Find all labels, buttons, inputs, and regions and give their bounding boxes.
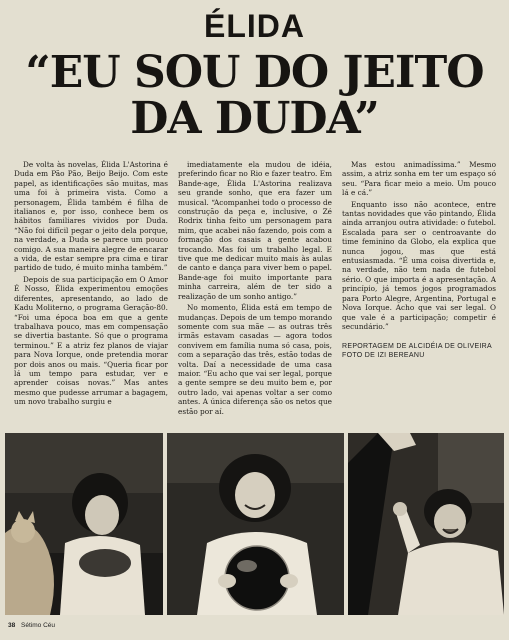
paragraph: Enquanto isso não acontece, entre tantas novidades que vão pintando, Élida ainda arranjou outra atividade: o futebol. Escalada para ser o centroavante do time feminino da Globo, ela explica que nunca jogou, mas que está entusiasmada. “É uma coisa divertida e, na verdade, não tem nada de futebol sério. O que importa é a apresentação. A princípio, já temos jogos programados para Porto Alegre, Argentina, Portugal e Nova Iorque. Acho que vai ser legal. O que vale é a participação; competir é secundário.” xyxy=(342,199,496,331)
photo-cat-and-woman xyxy=(5,433,163,615)
article-column-1 xyxy=(14,160,168,460)
paragraph: Mas estou animadíssima.” Mesmo assim, a atriz sonha em ter um espaço só seu. “Para ficar meio a meio. Um pouco lá e cá.” xyxy=(342,160,496,198)
credit-line-photo: FOTO DE IZI BEREANU xyxy=(342,351,425,359)
photo-credit xyxy=(342,343,496,360)
page-footer xyxy=(8,622,55,629)
headline xyxy=(0,47,509,144)
article-column-3 xyxy=(342,160,496,460)
photo-illustration xyxy=(5,433,163,615)
photo-illustration xyxy=(167,433,344,615)
photo-illustration xyxy=(348,433,504,615)
article-body xyxy=(14,160,496,460)
paragraph: De volta às novelas, Élida L'Astorina é Duda em Pão Pão, Beijo Beijo. Com este papel, as identificações são muitas, mas uma foi à primeira vista. Como a personagem, Élida também é filha de italianos e, por isso, conhece bem os hábitos familiares vividos por Duda. “Não foi difícil pegar o jeito dela porque, na verdade, a Duda se parece um pouco comigo. A sua maneira alegre de encarar a vida, de estar sempre pra cima e tirar partido de tudo, é muito minha também.” xyxy=(14,160,168,273)
page-number: 38 xyxy=(8,622,16,629)
headline-line-1: “EU SOU DO JEITO xyxy=(25,47,484,98)
paragraph: No momento, Élida está em tempo de mudanças. Depois de um tempo morando somente com sua mãe — as outras três irmãs estavam casadas — agora todos convivem em família numa só casa, pois, com a separação das três, estão todas de volta. Daí a necessidade de uma casa maior. “Eu acho que vai ser legal, porque a gente sempre se deu muito bem e, por outro lado, vai apenas voltar a ser como antes. A única diferença são os netos que estão por aí. xyxy=(178,303,332,416)
photo-strip xyxy=(5,433,504,615)
kicker-name: ÉLIDA xyxy=(204,8,305,44)
headline-line-2: DA DUDA” xyxy=(130,93,379,144)
article-column-2 xyxy=(178,160,332,460)
photo-woman-kicking xyxy=(348,433,504,615)
credit-line-reporter: REPORTAGEM DE ALCIDÉIA DE OLIVEIRA xyxy=(342,343,492,351)
publication-name: Sétimo Céu xyxy=(21,622,56,629)
paragraph: Depois de sua participação em O Amor É Nosso, Élida experimentou emoções diferentes, apresentando, ao lado de Kadu Moliterno, o programa Geração-80. “Foi uma época boa em que a gente trabalhava pouco, mas em compensação se divertia bastante. Só que o programa terminou.” E a atriz fez planos de viajar para Nova Iorque, onde pretendia morar por dois anos ou mais. “Queria ficar por lá um tempo para estudar, ver e aprender coisas novas.” Mas antes mesmo que pudesse arrumar a bagagem, um novo trabalho surgiu e xyxy=(14,274,168,407)
photo-woman-with-globe xyxy=(167,433,344,615)
paragraph: imediatamente ela mudou de idéia, preferindo ficar no Rio e fazer teatro. Em Bande-age, Élida L'Astorina realizava seu grande sonho, que era fazer um musical. “Acompanhei todo o processo de construção da peça e, inclusive, o Zé Rodrix tinha feito um personagem para mim, que acabei não fazendo, pois com a formação dos casais a gente acabou trocando. Mas foi um trabalho legal. E tive que me dedicar muito mais às aulas de canto e dança para viver bem o papel. Bande-age foi muito importante para minha carreira, além de ter sido a realização de um sonho antigo.” xyxy=(178,160,332,301)
